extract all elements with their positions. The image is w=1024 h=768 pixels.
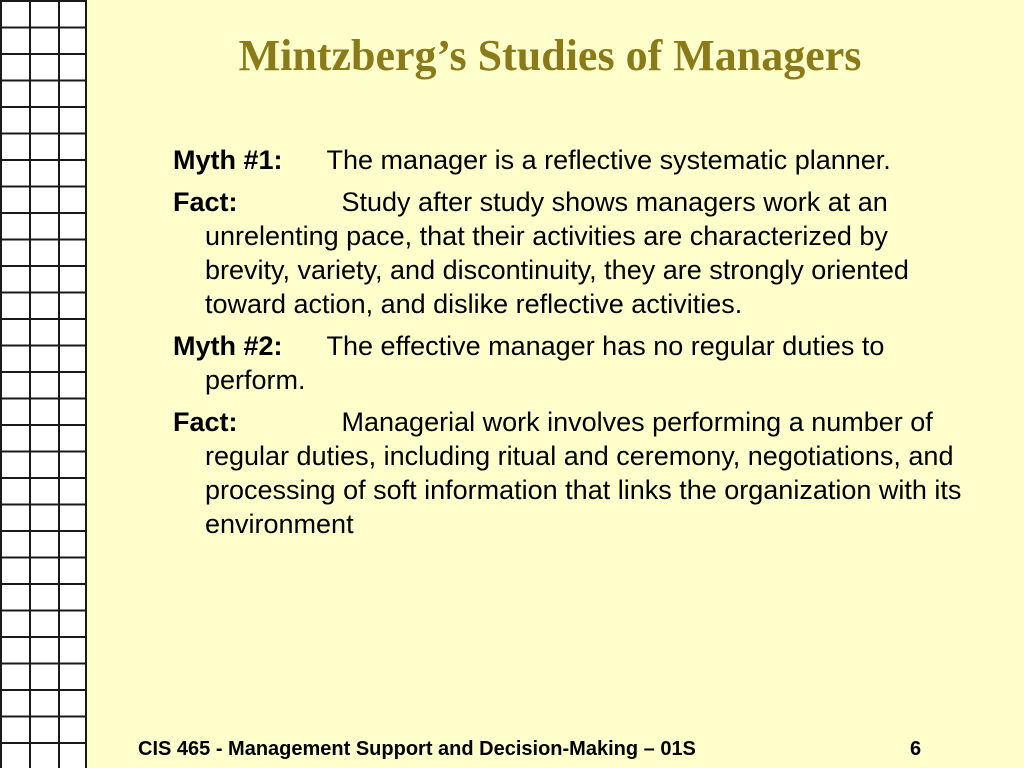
decorative-grid-strip — [0, 0, 87, 768]
fact-1-label: Fact: — [173, 187, 238, 217]
fact-1-item — [173, 185, 963, 321]
myth-1-label: Myth #1: — [173, 145, 283, 175]
fact-2-text: Managerial work involves performing a number of regular duties, including ritual and ceremony, negotiations, and processing of soft information that links the organization with its environment — [205, 407, 962, 539]
fact-2-item — [173, 405, 963, 541]
slide-footer: CIS 465 - Management Support and Decision-Making – 01S — [138, 738, 696, 760]
myth-2-item — [173, 329, 963, 397]
fact-2-label: Fact: — [173, 407, 238, 437]
myth-2-label: Myth #2: — [173, 331, 283, 361]
slide-body — [173, 143, 963, 549]
slide-title: Mintzberg’s Studies of Managers — [238, 31, 862, 80]
myth-1-item — [173, 143, 963, 177]
page-number: 6 — [910, 738, 922, 760]
myth-2-text: The effective manager has no regular duties to perform. — [205, 331, 885, 395]
fact-1-text: Study after study shows managers work at an unrelenting pace, that their activities are characterized by brevity, variety, and discontinuity, they are strongly oriented toward action, and dislike reflective activities. — [205, 187, 909, 319]
myth-1-text: The manager is a reflective systematic planner. — [326, 145, 891, 175]
